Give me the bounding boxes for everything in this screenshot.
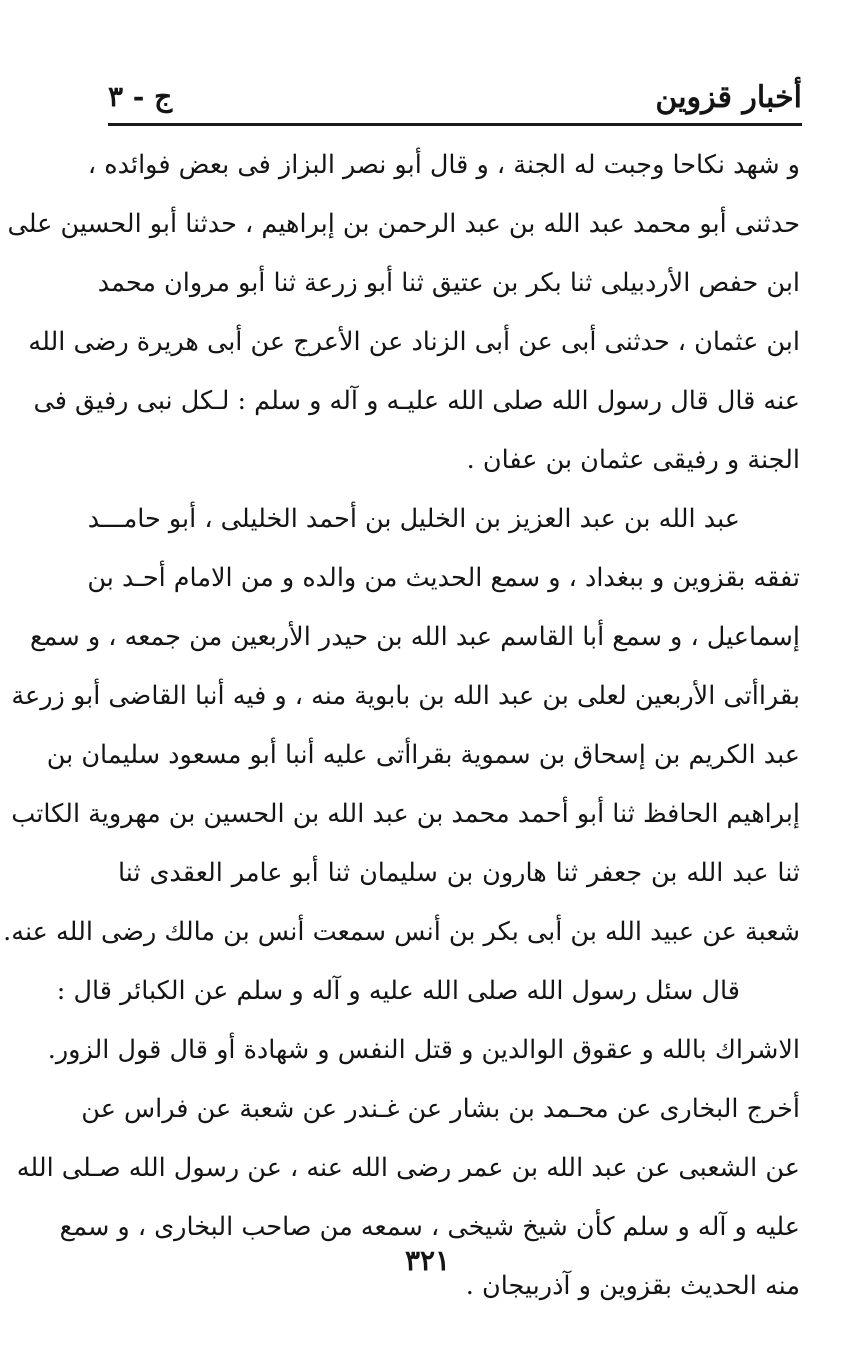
- text-line: إسماعيل ، و سمع أبا القاسم عبد الله بن حيدر الأربعين من جمعه ، و سمع: [30, 622, 800, 652]
- text-line: و شهد نكاحا وجبت له الجنة ، و قال أبو نصر البزاز فى بعض فوائده ،: [87, 150, 800, 180]
- text-line: عليه و آله و سلم كأن شيخ شيخى ، سمعه من صاحب البخارى ، و سمع: [59, 1212, 800, 1242]
- text-line: شعبة عن عبيد الله بن أبى بكر بن أنس سمعت أنس بن مالك رضى الله عنه.: [3, 917, 800, 947]
- text-line: عنه قال قال رسول الله صلى الله عليـه و آله و سلم : لـكل نبى رفيق فى: [33, 386, 800, 416]
- text-line: قال سئل رسول الله صلى الله عليه و آله و سلم عن الكبائر قال :: [56, 976, 740, 1006]
- text-line: ثنا عبد الله بن جعفر ثنا هارون بن سليمان ثنا أبو عامر العقدى ثنا: [118, 858, 800, 888]
- page-number: ٣٢١: [404, 1244, 451, 1277]
- text-line: إبراهيم الحافظ ثنا أبو أحمد محمد بن عبد الله بن الحسين بن مهروية الكاتب: [11, 799, 800, 829]
- text-line: عبد الله بن عبد العزيز بن الخليل بن أحمد الخليلى ، أبو حامـــد: [87, 504, 740, 534]
- text-line: منه الحديث بقزوين و آذربيجان .: [465, 1271, 800, 1301]
- book-title: أخبار قزوين: [655, 80, 802, 115]
- text-line: تفقه بقزوين و ببغداد ، و سمع الحديث من والده و من الامام أحـد بن: [87, 563, 800, 593]
- text-line: حدثنى أبو محمد عبد الله بن عبد الرحمن بن إبراهيم ، حدثنا أبو الحسين على: [7, 209, 800, 239]
- volume-label: ج - ٣: [108, 80, 173, 113]
- body-text: [3, 136, 800, 1316]
- text-line: أخرج البخارى عن محـمد بن بشار عن غـندر عن شعبة عن فراس عن: [81, 1094, 800, 1124]
- text-line: بقراأتى الأربعين لعلى بن عبد الله بن بابوية منه ، و فيه أنبا القاضى أبو زرعة: [11, 681, 800, 711]
- text-line: ابن حفص الأردبيلى ثنا بكر بن عتيق ثنا أبو زرعة ثنا أبو مروان محمد: [97, 268, 800, 298]
- running-header: [108, 80, 802, 122]
- text-line: الاشراك بالله و عقوق الوالدين و قتل النفس و شهادة أو قال قول الزور.: [47, 1035, 800, 1065]
- text-line: ابن عثمان ، حدثنى أبى عن أبى الزناد عن الأعرج عن أبى هريرة رضى الله: [28, 327, 800, 357]
- text-line: عبد الكريم بن إسحاق بن سموية بقراأتى عليه أنبا أبو مسعود سليمان بن: [46, 740, 800, 770]
- header-divider: [108, 123, 802, 126]
- text-line: عن الشعبى عن عبد الله بن عمر رضى الله عنه ، عن رسول الله صـلى الله: [16, 1153, 800, 1183]
- text-line: الجنة و رفيقى عثمان بن عفان .: [466, 445, 800, 475]
